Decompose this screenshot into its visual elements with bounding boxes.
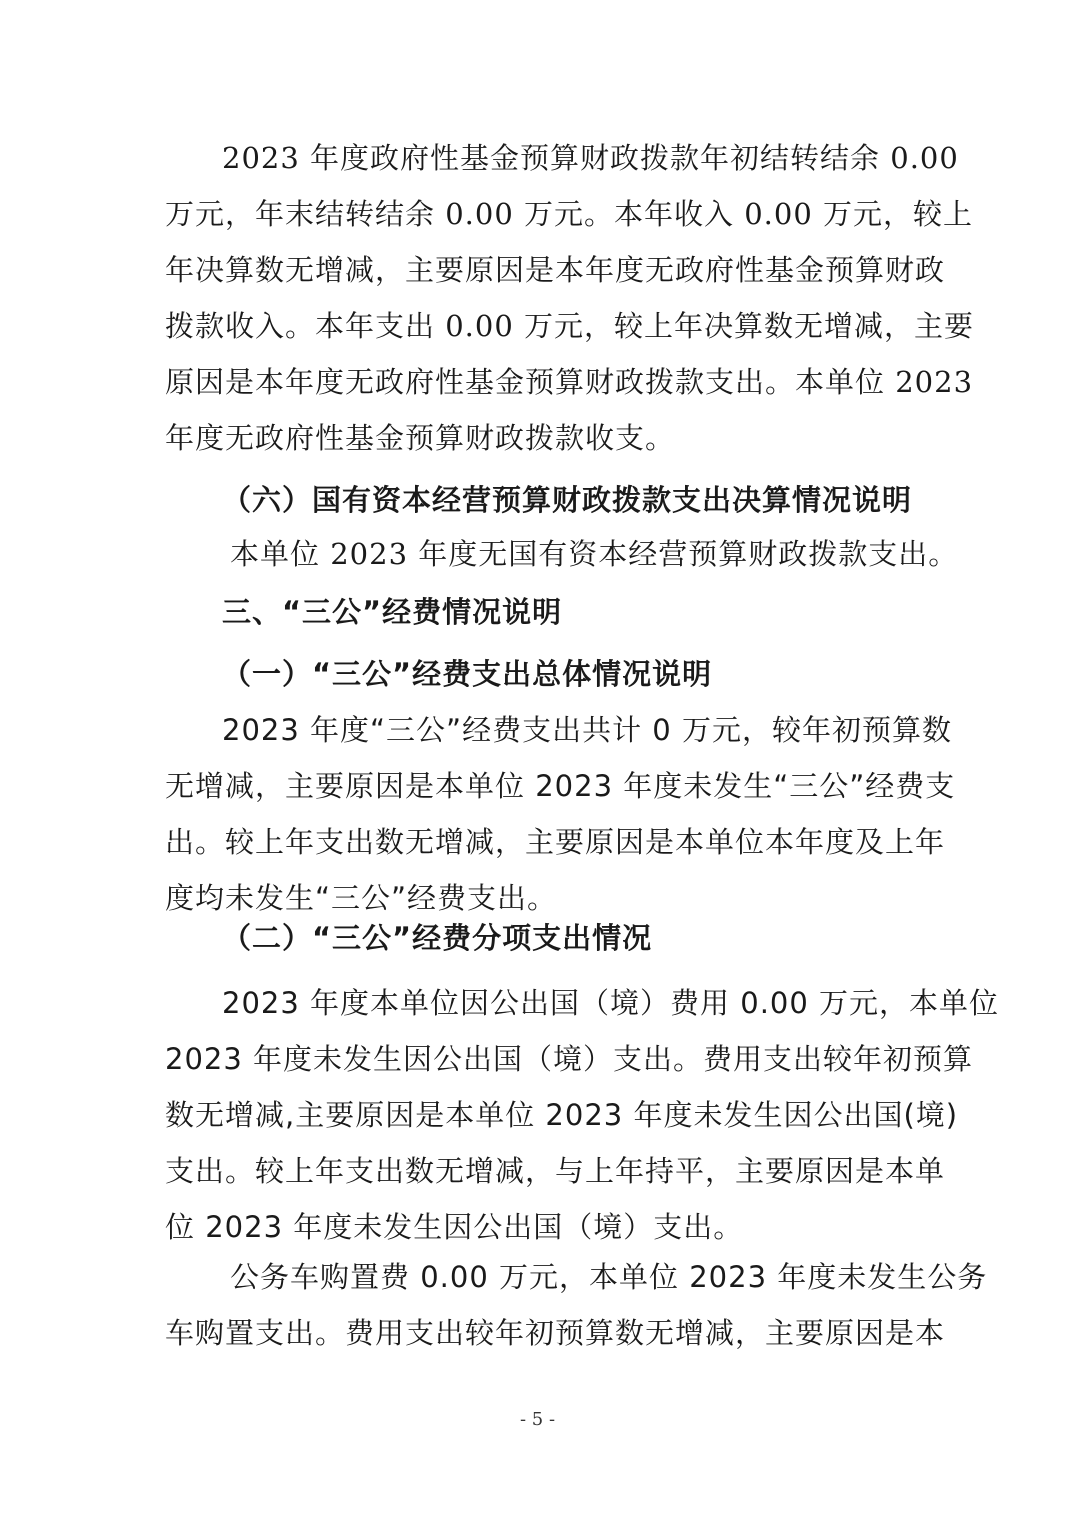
paragraph-line: 年度无政府性基金预算财政拨款收支。 [165, 421, 676, 455]
paragraph-line: 无增减，主要原因是本单位 2023 年度未发生“三公”经费支 [165, 769, 956, 803]
paragraph-line: 公务车购置费 0.00 万元，本单位 2023 年度未发生公务 [230, 1260, 988, 1294]
section-heading: 三、“三公”经费情况说明 [222, 595, 563, 629]
paragraph-line: 万元，年末结转结余 0.00 万元。本年收入 0.00 万元，较上 [165, 197, 974, 231]
page-number: - 5 - [519, 1409, 556, 1430]
subsection-heading: （二）“三公”经费分项支出情况 [222, 921, 653, 955]
subsection-heading: （一）“三公”经费支出总体情况说明 [222, 657, 713, 691]
paragraph-line: 出。较上年支出数无增减，主要原因是本单位本年度及上年 [165, 825, 946, 859]
paragraph-line: 数无增减,主要原因是本单位 2023 年度未发生因公出国(境) [165, 1098, 959, 1132]
paragraph-line: 车购置支出。费用支出较年初预算数无增减，主要原因是本 [165, 1316, 946, 1350]
paragraph-line: 2023 年度“三公”经费支出共计 0 万元，较年初预算数 [222, 713, 952, 747]
paragraph-line: 2023 年度未发生因公出国（境）支出。费用支出较年初预算 [165, 1042, 974, 1076]
paragraph-line: 原因是本年度无政府性基金预算财政拨款支出。本单位 2023 [165, 365, 974, 399]
paragraph-line: 2023 年度政府性基金预算财政拨款年初结转结余 0.00 [222, 141, 959, 175]
paragraph-line: 本单位 2023 年度无国有资本经营预算财政拨款支出。 [230, 537, 959, 571]
paragraph-line: 年决算数无增减，主要原因是本年度无政府性基金预算财政 [165, 253, 946, 287]
paragraph-line: 支出。较上年支出数无增减，与上年持平，主要原因是本单 [165, 1154, 946, 1188]
paragraph-line: 位 2023 年度未发生因公出国（境）支出。 [165, 1210, 744, 1244]
paragraph-line: 2023 年度本单位因公出国（境）费用 0.00 万元，本单位 [222, 986, 1000, 1020]
paragraph-line: 拨款收入。本年支出 0.00 万元，较上年决算数无增减，主要 [165, 309, 975, 343]
section-heading: （六）国有资本经营预算财政拨款支出决算情况说明 [222, 483, 913, 517]
paragraph-line: 度均未发生“三公”经费支出。 [165, 881, 558, 915]
